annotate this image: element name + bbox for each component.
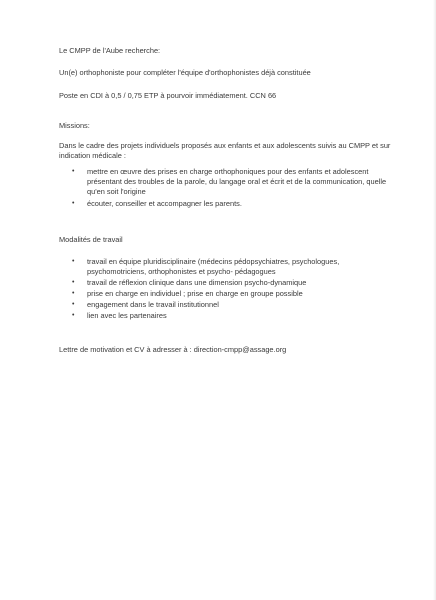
- position-line: Un(e) orthophoniste pour compléter l'équipe d'orthophonistes déjà constituée: [59, 68, 311, 77]
- bullet-icon: •: [72, 258, 75, 265]
- bullet-icon: •: [72, 312, 75, 319]
- list-item: [72, 300, 396, 310]
- missions-list: [59, 167, 396, 209]
- list-item-text: psychomotriciens, orthophonistes et psycho- pédagogues: [87, 267, 276, 276]
- bullet-icon: •: [72, 279, 75, 286]
- list-item-text: travail en équipe pluridisciplinaire (médecins pédopsychiatres, psychologues,: [87, 257, 340, 266]
- modalites-list: [59, 257, 396, 321]
- list-item-text: présentant des troubles de la parole, du langage oral et écrit et de la communication, quelle: [87, 177, 387, 186]
- list-item-text: prise en charge en individuel ; prise en charge en groupe possible: [87, 289, 303, 298]
- recruiter-line: Le CMPP de l'Aube recherche:: [59, 46, 161, 55]
- list-item: [72, 199, 396, 209]
- list-item-text: qu'en soit l'origine: [87, 187, 146, 196]
- list-item-text: engagement dans le travail institutionnel: [87, 300, 219, 309]
- list-item: [72, 167, 396, 197]
- bullet-icon: •: [72, 290, 75, 297]
- list-item: [72, 289, 396, 299]
- contact-line: Lettre de motivation et CV à adresser à : direction-cmpp@assage.org: [59, 345, 287, 354]
- list-item: [72, 311, 396, 321]
- list-item: [72, 257, 396, 277]
- missions-intro-line: indication médicale :: [59, 151, 126, 160]
- modalites-heading: Modalités de travail: [59, 235, 123, 244]
- bullet-icon: •: [72, 301, 75, 308]
- missions-intro: [59, 141, 396, 161]
- contract-line: Poste en CDI à 0,5 / 0,75 ETP à pourvoir immédiatement. CCN 66: [59, 91, 277, 100]
- list-item-text: écouter, conseiller et accompagner les parents.: [87, 199, 242, 208]
- list-item-text: mettre en œuvre des prises en charge orthophoniques pour des enfants et adolescent: [87, 167, 369, 176]
- missions-heading: Missions:: [59, 121, 90, 130]
- bullet-icon: •: [72, 200, 75, 207]
- list-item: [72, 278, 396, 288]
- bullet-icon: •: [72, 168, 75, 175]
- list-item-text: travail de réflexion clinique dans une dimension psycho-dynamique: [87, 278, 307, 287]
- missions-intro-line: Dans le cadre des projets individuels proposés aux enfants et aux adolescents suivis au CMPP et sur: [59, 141, 391, 150]
- list-item-text: lien avec les partenaires: [87, 311, 167, 320]
